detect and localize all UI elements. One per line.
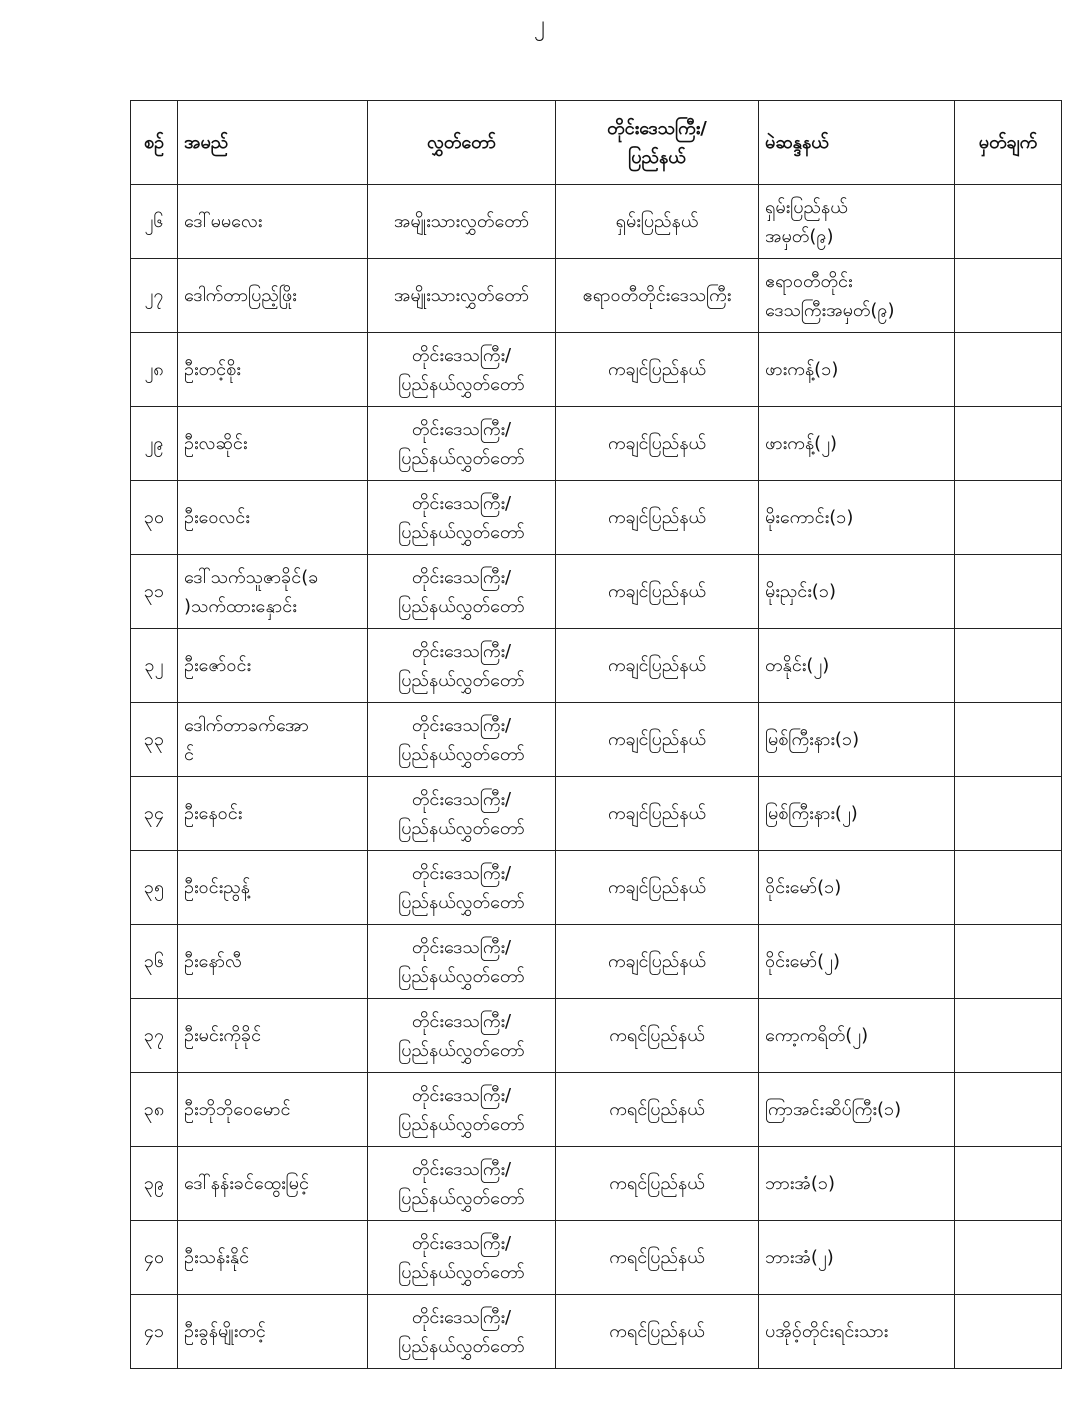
cell-name-line: ဦးနော်လီ [184, 951, 242, 972]
cell-no: ၃၉ [131, 1147, 178, 1221]
cell-region: ဧရာဝတီတိုင်းဒေသကြီး [556, 259, 759, 333]
cell-hluttaw-line: တိုင်းဒေသကြီး/ [411, 788, 512, 810]
cell-constituency-line: ဧရာဝတီတိုင်း [765, 270, 853, 292]
cell-no: ၃၇ [131, 999, 178, 1073]
table-row [131, 1221, 1062, 1295]
cell-hluttaw [368, 629, 556, 703]
table-row [131, 999, 1062, 1073]
cell-remark [955, 1073, 1062, 1147]
cell-no: ၃၈ [131, 1073, 178, 1147]
table-row [131, 481, 1062, 555]
cell-constituency-line: မိုးကောင်း(၁) [765, 507, 854, 528]
cell-constituency-line: မြစ်ကြီးနား(၂) [765, 803, 858, 824]
cell-hluttaw-line: တိုင်းဒေသကြီး/ [411, 1010, 512, 1032]
cell-hluttaw [368, 407, 556, 481]
cell-remark [955, 703, 1062, 777]
cell-constituency-line: ကော့ကရိတ်(၂) [765, 1025, 869, 1046]
cell-remark [955, 1295, 1062, 1369]
cell-name-line: ဦးခွန်မျိုးတင့် [184, 1321, 266, 1342]
cell-hluttaw-line: တိုင်းဒေသကြီး/ [411, 418, 512, 440]
cell-hluttaw-line: ပြည်နယ်လွှတ်တော် [398, 891, 525, 913]
cell-hluttaw [368, 259, 556, 333]
representatives-table [130, 100, 1062, 1369]
cell-hluttaw-line: တိုင်းဒေသကြီး/ [411, 936, 512, 958]
cell-region: ကချင်ပြည်နယ် [556, 703, 759, 777]
cell-hluttaw [368, 555, 556, 629]
cell-name [178, 259, 368, 333]
cell-name [178, 1221, 368, 1295]
cell-hluttaw-line: ပြည်နယ်လွှတ်တော် [398, 817, 525, 839]
header-remark: မှတ်ချက် [955, 101, 1062, 185]
table-row [131, 777, 1062, 851]
cell-hluttaw-line: တိုင်းဒေသကြီး/ [411, 1306, 512, 1328]
cell-region: ကရင်ပြည်နယ် [556, 1147, 759, 1221]
cell-name-line: ဦးဝေလင်း [184, 507, 250, 528]
cell-name-line: ဒေါက်တာခက်အော [184, 714, 309, 736]
cell-region: ကချင်ပြည်နယ် [556, 851, 759, 925]
cell-remark [955, 185, 1062, 259]
cell-constituency [759, 1221, 955, 1295]
cell-name-line: ဦးမင်းကိုခိုင် [184, 1025, 262, 1046]
cell-constituency-line: မြစ်ကြီးနား(၁) [765, 729, 860, 750]
cell-hluttaw-line: တိုင်းဒေသကြီး/ [411, 1158, 512, 1180]
cell-name [178, 1147, 368, 1221]
cell-no: ၃၀ [131, 481, 178, 555]
cell-name-line: ဒေါ်နန်းခင်ထွေးမြင့် [184, 1173, 309, 1194]
cell-constituency [759, 333, 955, 407]
cell-remark [955, 851, 1062, 925]
table-row [131, 555, 1062, 629]
cell-hluttaw-line: တိုင်းဒေသကြီး/ [411, 714, 512, 736]
header-no: စဉ် [131, 101, 178, 185]
cell-hluttaw-line: ပြည်နယ်လွှတ်တော် [398, 373, 525, 395]
cell-region: ကချင်ပြည်နယ် [556, 777, 759, 851]
cell-constituency-line: ဝိုင်းမော်(၂) [765, 951, 841, 972]
cell-constituency-line: ဖားကန့်(၂) [765, 433, 838, 454]
cell-region: ကရင်ပြည်နယ် [556, 1073, 759, 1147]
cell-region: ကချင်ပြည်နယ် [556, 407, 759, 481]
cell-name [178, 629, 368, 703]
cell-name-line: ဦးဘိုဘိုဝေမောင် [184, 1099, 291, 1120]
cell-remark [955, 259, 1062, 333]
cell-name [178, 481, 368, 555]
cell-name [178, 999, 368, 1073]
cell-region: ကရင်ပြည်နယ် [556, 1295, 759, 1369]
header-name: အမည် [178, 101, 368, 185]
cell-name-line: ဒေါ်သက်သူဇာခိုင်(ခ [184, 566, 319, 588]
cell-remark [955, 481, 1062, 555]
cell-region: ကရင်ပြည်နယ် [556, 1221, 759, 1295]
cell-no: ၂၇ [131, 259, 178, 333]
header-region-line: တိုင်းဒေသကြီး/ [607, 117, 707, 139]
cell-name [178, 185, 368, 259]
cell-hluttaw [368, 1295, 556, 1369]
cell-name [178, 703, 368, 777]
cell-constituency-line: ဘားအံ(၂) [765, 1247, 834, 1268]
cell-hluttaw [368, 777, 556, 851]
cell-constituency [759, 259, 955, 333]
cell-hluttaw-line: အမျိုးသားလွှတ်တော် [393, 285, 530, 306]
cell-hluttaw [368, 1221, 556, 1295]
cell-region: ကရင်ပြည်နယ် [556, 999, 759, 1073]
cell-constituency-line: အမှတ်(၉) [765, 225, 834, 247]
cell-hluttaw [368, 333, 556, 407]
cell-constituency-line: ဝိုင်းမော်(၁) [765, 877, 842, 898]
cell-remark [955, 1147, 1062, 1221]
cell-hluttaw-line: တိုင်းဒေသကြီး/ [411, 344, 512, 366]
cell-constituency [759, 1073, 955, 1147]
cell-hluttaw [368, 1073, 556, 1147]
cell-hluttaw-line: တိုင်းဒေသကြီး/ [411, 1232, 512, 1254]
table-row [131, 185, 1062, 259]
cell-region: ကချင်ပြည်နယ် [556, 629, 759, 703]
cell-no: ၄၀ [131, 1221, 178, 1295]
cell-hluttaw-line: တိုင်းဒေသကြီး/ [411, 492, 512, 514]
table-row [131, 259, 1062, 333]
table-row [131, 851, 1062, 925]
cell-hluttaw [368, 481, 556, 555]
cell-hluttaw-line: ပြည်နယ်လွှတ်တော် [398, 1261, 525, 1283]
table-header [131, 101, 1062, 185]
cell-hluttaw-line: တိုင်းဒေသကြီး/ [411, 862, 512, 884]
cell-name [178, 407, 368, 481]
cell-constituency [759, 629, 955, 703]
cell-no: ၄၁ [131, 1295, 178, 1369]
cell-no: ၂၆ [131, 185, 178, 259]
cell-constituency [759, 481, 955, 555]
cell-name-line: င် [184, 743, 194, 765]
cell-name [178, 1295, 368, 1369]
cell-hluttaw [368, 1147, 556, 1221]
cell-hluttaw-line: တိုင်းဒေသကြီး/ [411, 1084, 512, 1106]
cell-no: ၂၉ [131, 407, 178, 481]
cell-hluttaw-line: ပြည်နယ်လွှတ်တော် [398, 1039, 525, 1061]
cell-constituency [759, 1295, 955, 1369]
cell-name-line: ဦးတင့်စိုး [184, 359, 241, 380]
table-row [131, 1147, 1062, 1221]
cell-hluttaw-line: ပြည်နယ်လွှတ်တော် [398, 743, 525, 765]
cell-hluttaw-line: ပြည်နယ်လွှတ်တော် [398, 521, 525, 543]
cell-remark [955, 333, 1062, 407]
cell-name-line: ဦးဇော်ဝင်း [184, 655, 252, 676]
cell-hluttaw-line: ပြည်နယ်လွှတ်တော် [398, 669, 525, 691]
table-row [131, 407, 1062, 481]
cell-constituency [759, 1147, 955, 1221]
cell-hluttaw-line: တိုင်းဒေသကြီး/ [411, 640, 512, 662]
cell-region: ကချင်ပြည်နယ် [556, 481, 759, 555]
table-row [131, 1295, 1062, 1369]
cell-remark [955, 777, 1062, 851]
cell-name-line: )သက်ထားနှောင်း [184, 595, 297, 617]
cell-constituency-line: ဒေသကြီးအမှတ်(၉) [765, 299, 895, 321]
table-row [131, 333, 1062, 407]
cell-no: ၃၂ [131, 629, 178, 703]
cell-region: ကချင်ပြည်နယ် [556, 333, 759, 407]
cell-constituency-line: ကြာအင်းဆိပ်ကြီး(၁) [765, 1099, 902, 1120]
cell-name-line: ဒေါက်တာပြည့်ဖြိုး [184, 285, 297, 306]
table-row [131, 703, 1062, 777]
cell-name-line: ဦးလဆိုင်း [184, 433, 248, 454]
header-hluttaw: လွှတ်တော် [368, 101, 556, 185]
cell-remark [955, 407, 1062, 481]
cell-no: ၃၆ [131, 925, 178, 999]
cell-name [178, 333, 368, 407]
cell-name-line: ဒေါ်မမလေး [184, 211, 263, 232]
cell-region: ရှမ်းပြည်နယ် [556, 185, 759, 259]
cell-hluttaw-line: ပြည်နယ်လွှတ်တော် [398, 1113, 525, 1135]
table-header-row [131, 101, 1062, 185]
cell-hluttaw-line: ပြည်နယ်လွှတ်တော် [398, 965, 525, 987]
cell-name-line: ဦးဝင်းညွန့် [184, 877, 250, 898]
cell-remark [955, 999, 1062, 1073]
cell-no: ၃၅ [131, 851, 178, 925]
cell-name [178, 1073, 368, 1147]
cell-name [178, 851, 368, 925]
cell-constituency-line: မိုးညှင်း(၁) [765, 581, 836, 602]
cell-hluttaw [368, 703, 556, 777]
cell-remark [955, 555, 1062, 629]
table-row [131, 629, 1062, 703]
cell-remark [955, 1221, 1062, 1295]
table-row [131, 1073, 1062, 1147]
cell-name-line: ဦးနေဝင်း [184, 803, 243, 824]
cell-no: ၃၄ [131, 777, 178, 851]
header-region-line: ပြည်နယ် [628, 146, 686, 168]
cell-constituency-line: ပအိုဝ့်တိုင်းရင်းသား [765, 1321, 889, 1342]
table-row [131, 925, 1062, 999]
page-number: ၂ [534, 12, 545, 37]
table-body [131, 185, 1062, 1369]
cell-constituency-line: ဖားကန့်(၁) [765, 359, 839, 380]
cell-hluttaw-line: တိုင်းဒေသကြီး/ [411, 566, 512, 588]
cell-hluttaw-line: ပြည်နယ်လွှတ်တော် [398, 595, 525, 617]
cell-constituency-line: တနိုင်း(၂) [765, 655, 830, 676]
cell-name [178, 555, 368, 629]
cell-hluttaw-line: ပြည်နယ်လွှတ်တော် [398, 1187, 525, 1209]
cell-no: ၂၈ [131, 333, 178, 407]
cell-hluttaw [368, 925, 556, 999]
cell-constituency-line: ဘားအံ(၁) [765, 1173, 835, 1194]
cell-region: ကချင်ပြည်နယ် [556, 925, 759, 999]
cell-constituency [759, 185, 955, 259]
header-region [556, 101, 759, 185]
cell-constituency-line: ရှမ်းပြည်နယ် [765, 196, 848, 218]
cell-hluttaw [368, 185, 556, 259]
cell-hluttaw-line: ပြည်နယ်လွှတ်တော် [398, 447, 525, 469]
cell-region: ကချင်ပြည်နယ် [556, 555, 759, 629]
cell-hluttaw-line: အမျိုးသားလွှတ်တော် [393, 211, 530, 232]
cell-remark [955, 925, 1062, 999]
header-constituency: မဲဆန္ဒနယ် [759, 101, 955, 185]
cell-hluttaw-line: ပြည်နယ်လွှတ်တော် [398, 1335, 525, 1357]
cell-name-line: ဦးသန်းနိုင် [184, 1247, 250, 1268]
cell-constituency [759, 851, 955, 925]
cell-constituency [759, 703, 955, 777]
cell-name [178, 925, 368, 999]
cell-remark [955, 629, 1062, 703]
cell-constituency [759, 999, 955, 1073]
cell-hluttaw [368, 851, 556, 925]
cell-name [178, 777, 368, 851]
cell-constituency [759, 925, 955, 999]
cell-hluttaw [368, 999, 556, 1073]
cell-constituency [759, 407, 955, 481]
cell-constituency [759, 777, 955, 851]
cell-no: ၃၁ [131, 555, 178, 629]
cell-constituency [759, 555, 955, 629]
cell-no: ၃၃ [131, 703, 178, 777]
